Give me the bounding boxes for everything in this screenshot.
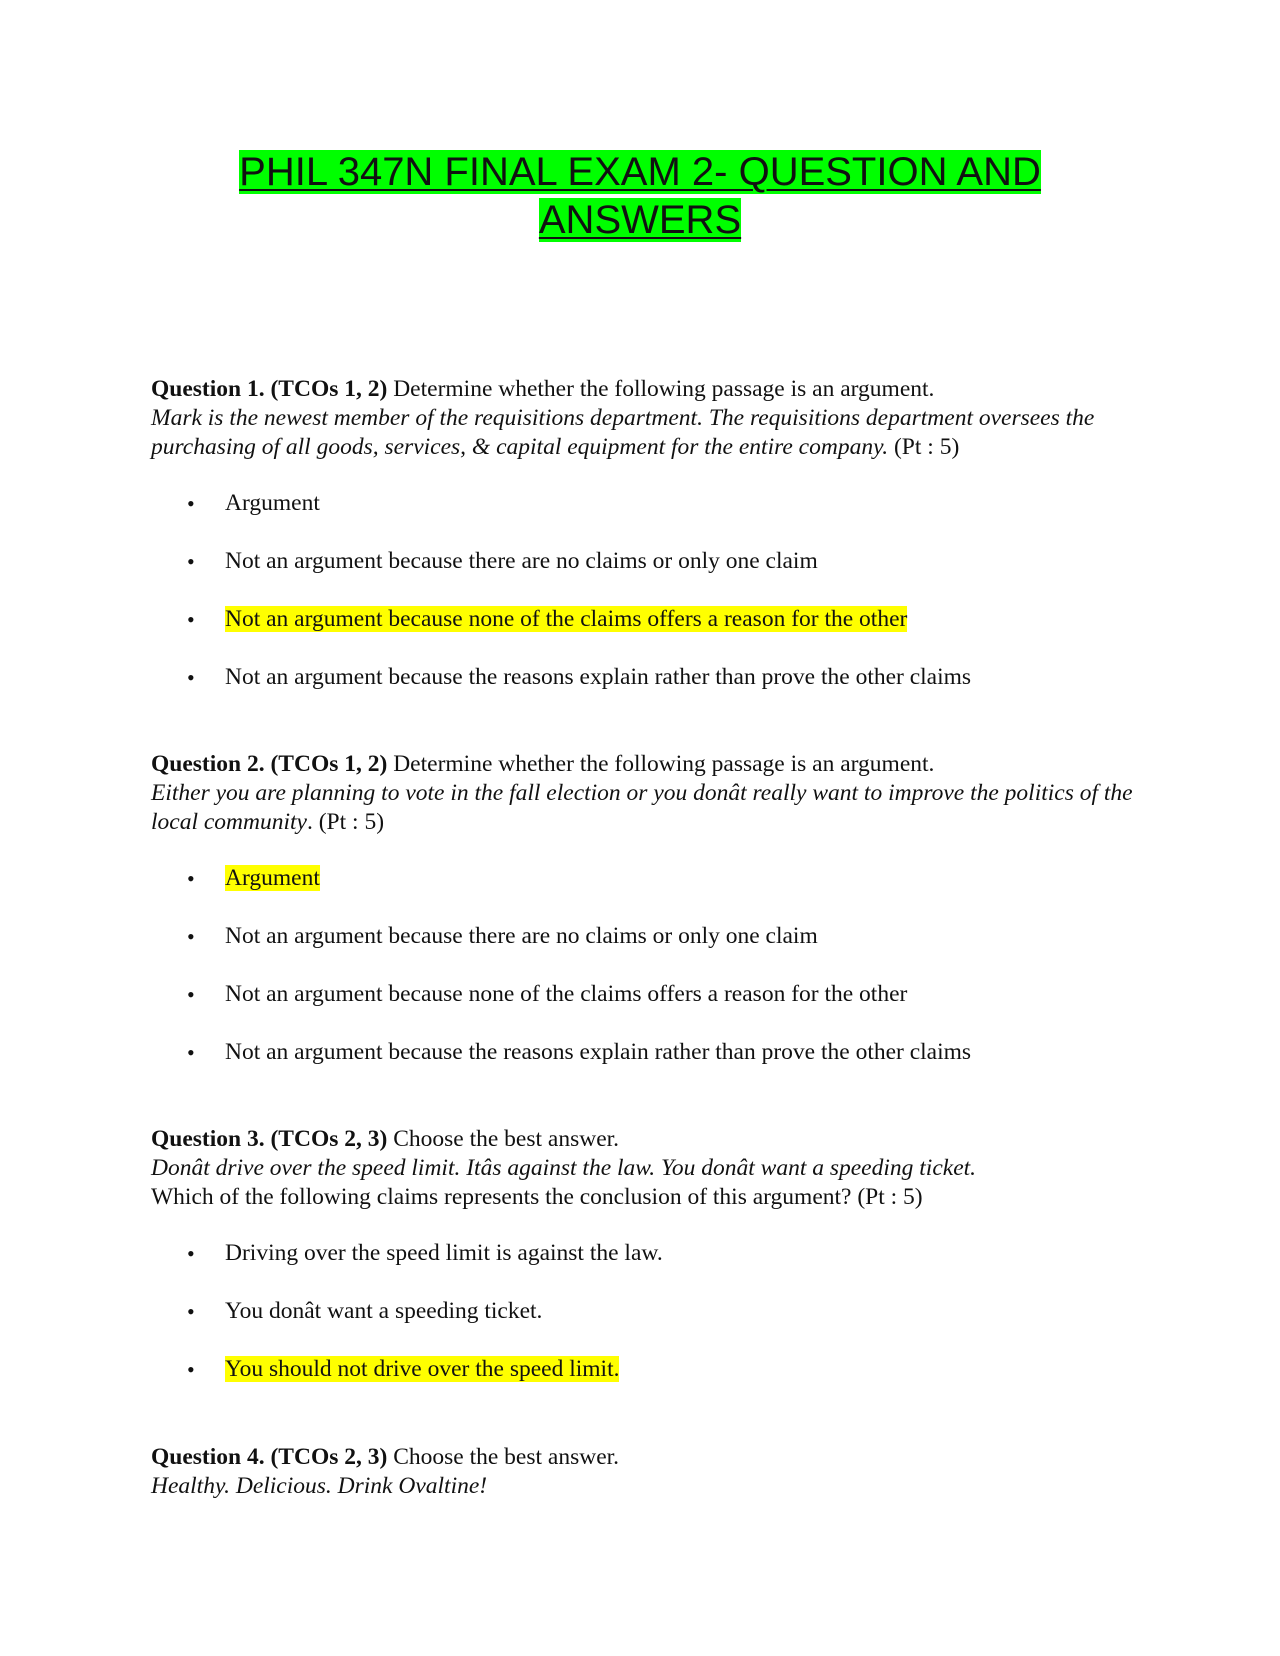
question-3-option-2[interactable]: • You donât want a speeding ticket.	[151, 1297, 1141, 1355]
question-3-option-3[interactable]	[151, 1355, 1141, 1413]
question-2-option-4[interactable]: • Not an argument because the reasons explain rather than prove the other claims	[151, 1038, 1141, 1096]
question-1-options	[151, 489, 1141, 721]
question-3-passage: Donât drive over the speed limit. Itâs against the law. You donât want a speeding ticket.	[151, 1155, 977, 1181]
question-4-passage-line	[151, 1472, 1141, 1501]
question-2-option-1[interactable]	[151, 864, 1141, 922]
question-1-option-3[interactable]	[151, 605, 1141, 663]
question-1-passage-line	[151, 404, 1141, 462]
question-4-instruction: Choose the best answer.	[387, 1444, 620, 1470]
question-1-option-1[interactable]: • Argument	[151, 489, 1141, 547]
question-3-options	[151, 1239, 1141, 1413]
question-2-instruction: Determine whether the following passage is an argument.	[387, 751, 935, 777]
question-1	[151, 375, 1141, 721]
question-4-passage: Healthy. Delicious. Drink Ovaltine!	[151, 1473, 488, 1499]
question-1-instruction: Determine whether the following passage is an argument.	[387, 376, 935, 402]
highlighted-answer: Not an argument because none of the claims offers a reason for the other	[225, 606, 908, 632]
question-1-stem	[151, 375, 1141, 404]
highlighted-answer: You should not drive over the speed limit.	[225, 1356, 620, 1382]
question-3-instruction: Choose the best answer.	[387, 1126, 620, 1152]
highlighted-answer: Argument	[225, 865, 320, 891]
question-3-option-1[interactable]: • Driving over the speed limit is against the law.	[151, 1239, 1141, 1297]
question-2-options	[151, 864, 1141, 1096]
question-2-passage-line	[151, 779, 1141, 837]
question-2-label: Question 2. (TCOs 1, 2)	[151, 751, 388, 777]
question-3	[151, 1125, 1141, 1413]
question-3-stem	[151, 1125, 1141, 1154]
question-3-prompt: Which of the following claims represents the conclusion of this argument? (Pt : 5)	[151, 1184, 923, 1210]
document-title-text: PHIL 347N FINAL EXAM 2- QUESTION AND ANSWERS	[239, 150, 1041, 242]
document-title	[150, 148, 1130, 244]
question-2	[151, 750, 1141, 1096]
question-1-option-4[interactable]: • Not an argument because the reasons explain rather than prove the other claims	[151, 663, 1141, 721]
question-4-label: Question 4. (TCOs 2, 3)	[151, 1444, 388, 1470]
question-3-label: Question 3. (TCOs 2, 3)	[151, 1126, 388, 1152]
question-2-stem	[151, 750, 1141, 779]
question-4	[151, 1443, 1141, 1501]
question-2-points: . (Pt : 5)	[306, 809, 385, 835]
question-3-passage-line	[151, 1154, 1141, 1183]
question-2-option-3[interactable]: • Not an argument because none of the claims offers a reason for the other	[151, 980, 1141, 1038]
question-4-stem	[151, 1443, 1141, 1472]
question-1-label: Question 1. (TCOs 1, 2)	[151, 376, 388, 402]
question-2-option-2[interactable]: • Not an argument because there are no claims or only one claim	[151, 922, 1141, 980]
question-1-option-2[interactable]: • Not an argument because there are no claims or only one claim	[151, 547, 1141, 605]
question-1-points: (Pt : 5)	[888, 434, 960, 460]
question-2-passage: Either you are planning to vote in the fall election or you donât really want to improve the politics of the local community	[151, 780, 1133, 835]
question-1-passage: Mark is the newest member of the requisitions department. The requisitions department oversees the purchasing of all goods, services, & capital equipment for the entire company.	[151, 405, 1095, 460]
